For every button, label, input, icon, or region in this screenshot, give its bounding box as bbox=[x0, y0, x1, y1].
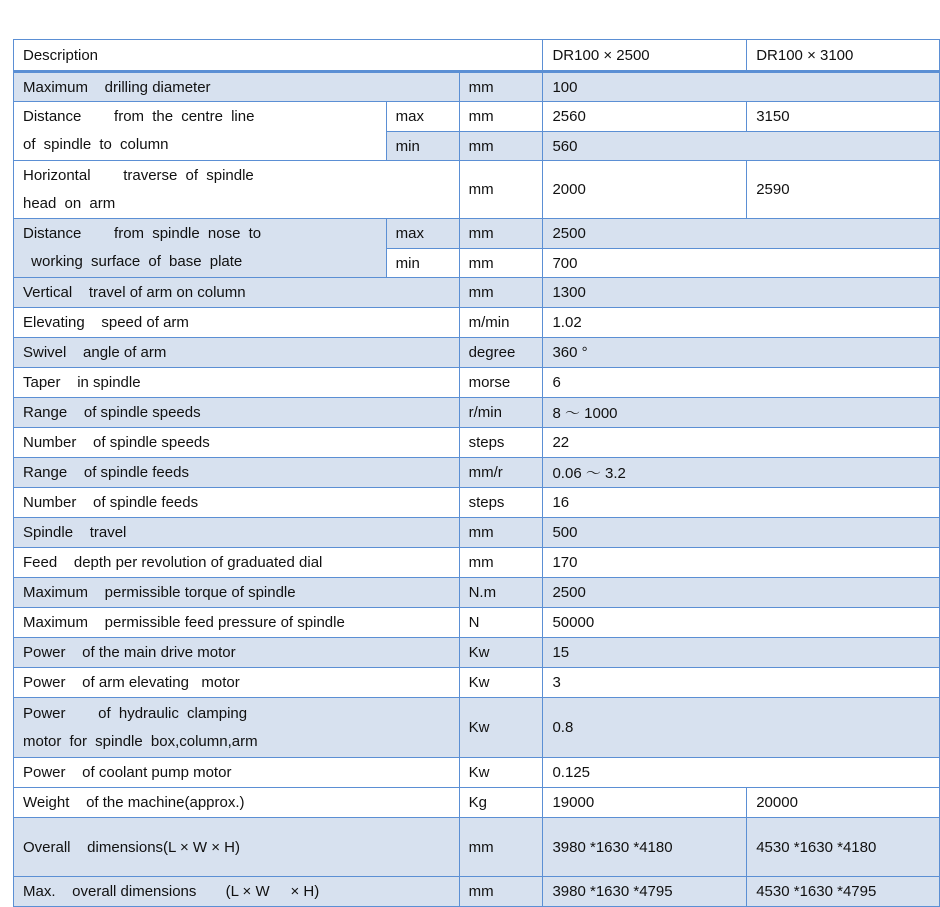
table-row bbox=[14, 308, 940, 338]
spec-table bbox=[13, 39, 940, 907]
row-value: 0.8 bbox=[543, 698, 940, 758]
table-row bbox=[14, 488, 940, 518]
row-unit: r/min bbox=[459, 398, 543, 428]
row-description bbox=[14, 161, 460, 219]
row-unit: mm bbox=[459, 518, 543, 548]
row-description-line1: Power of hydraulic clamping bbox=[23, 704, 248, 722]
row-description: Feed depth per revolution of graduated dial bbox=[14, 548, 460, 578]
row-value: 16 bbox=[543, 488, 940, 518]
row-unit: Kw bbox=[459, 758, 543, 788]
table-row bbox=[14, 608, 940, 638]
table-row bbox=[14, 758, 940, 788]
row-value-a: 2000 bbox=[543, 161, 747, 219]
row-description: Power of arm elevating motor bbox=[14, 668, 460, 698]
row-unit: steps bbox=[459, 428, 543, 458]
row-unit: mm bbox=[459, 278, 543, 308]
table-row bbox=[14, 788, 940, 818]
table-row bbox=[14, 548, 940, 578]
row-unit: Kw bbox=[459, 698, 543, 758]
table-row bbox=[14, 877, 940, 907]
table-row bbox=[14, 398, 940, 428]
row-description-line2: motor for spindle box,column,arm bbox=[23, 732, 258, 750]
row-unit: mm bbox=[459, 72, 543, 102]
row-value-b: 2590 bbox=[747, 161, 940, 219]
row-value: 15 bbox=[543, 638, 940, 668]
row-value: 50000 bbox=[543, 608, 940, 638]
row-description: Maximum permissible torque of spindle bbox=[14, 578, 460, 608]
row-description: Power of the main drive motor bbox=[14, 638, 460, 668]
table-row bbox=[14, 638, 940, 668]
row-description: Range of spindle feeds bbox=[14, 458, 460, 488]
row-description: Elevating speed of arm bbox=[14, 308, 460, 338]
row-description: Vertical travel of arm on column bbox=[14, 278, 460, 308]
row-value: 2500 bbox=[543, 219, 940, 249]
row-value: 560 bbox=[543, 132, 940, 161]
row-min-label: min bbox=[386, 249, 459, 278]
row-description-line1: Horizontal traverse of spindle bbox=[23, 166, 254, 184]
table-row bbox=[14, 72, 940, 102]
row-description-line2: of spindle to column bbox=[23, 136, 169, 153]
row-description: Taper in spindle bbox=[14, 368, 460, 398]
row-description: Overall dimensions(L × W × H) bbox=[14, 818, 460, 877]
row-value: 8 ～ 1000 bbox=[543, 398, 940, 428]
table-row bbox=[14, 578, 940, 608]
header-description: Description bbox=[14, 40, 543, 72]
row-unit: mm/r bbox=[459, 458, 543, 488]
table-row bbox=[14, 219, 940, 249]
table-row bbox=[14, 518, 940, 548]
row-value: 100 bbox=[543, 72, 940, 102]
header-model-a: DR100 × 2500 bbox=[543, 40, 747, 72]
row-unit: m/min bbox=[459, 308, 543, 338]
table-row bbox=[14, 668, 940, 698]
header-row bbox=[14, 40, 940, 72]
row-description: Maximum drilling diameter bbox=[14, 72, 460, 102]
row-max-label: max bbox=[386, 219, 459, 249]
table-row bbox=[14, 428, 940, 458]
row-description: Weight of the machine(approx.) bbox=[14, 788, 460, 818]
header-model-b: DR100 × 3100 bbox=[747, 40, 940, 72]
row-value-a: 3980 *1630 *4180 bbox=[543, 818, 747, 877]
row-value: 1.02 bbox=[543, 308, 940, 338]
row-description: Power of coolant pump motor bbox=[14, 758, 460, 788]
row-unit: degree bbox=[459, 338, 543, 368]
row-unit: mm bbox=[459, 132, 543, 161]
row-description bbox=[14, 102, 387, 161]
row-description: Number of spindle speeds bbox=[14, 428, 460, 458]
table-row bbox=[14, 338, 940, 368]
table-row bbox=[14, 161, 940, 219]
row-description: Swivel angle of arm bbox=[14, 338, 460, 368]
row-value: 700 bbox=[543, 249, 940, 278]
row-value-a: 3980 *1630 *4795 bbox=[543, 877, 747, 907]
table-row bbox=[14, 102, 940, 132]
row-value: 0.125 bbox=[543, 758, 940, 788]
row-value: 3 bbox=[543, 668, 940, 698]
row-description: Range of spindle speeds bbox=[14, 398, 460, 428]
row-min-label: min bbox=[386, 132, 459, 161]
row-value-b: 3150 bbox=[747, 102, 940, 132]
row-unit: Kg bbox=[459, 788, 543, 818]
row-value: 6 bbox=[543, 368, 940, 398]
table-row bbox=[14, 278, 940, 308]
row-description: Spindle travel bbox=[14, 518, 460, 548]
row-description bbox=[14, 219, 387, 278]
row-unit: mm bbox=[459, 219, 543, 249]
row-value: 22 bbox=[543, 428, 940, 458]
row-value: 1300 bbox=[543, 278, 940, 308]
row-unit: mm bbox=[459, 102, 543, 132]
row-description-line2: working surface of base plate bbox=[23, 253, 243, 270]
row-value: 360 ° bbox=[543, 338, 940, 368]
row-value: 2500 bbox=[543, 578, 940, 608]
row-description-line1: Distance from spindle nose to bbox=[23, 225, 262, 242]
row-unit: N.m bbox=[459, 578, 543, 608]
row-unit: mm bbox=[459, 818, 543, 877]
row-description-line1: Distance from the centre line bbox=[23, 108, 255, 125]
row-value-a: 19000 bbox=[543, 788, 747, 818]
row-value: 170 bbox=[543, 548, 940, 578]
row-unit: Kw bbox=[459, 638, 543, 668]
row-unit: steps bbox=[459, 488, 543, 518]
table-row bbox=[14, 818, 940, 877]
row-description: Maximum permissible feed pressure of spindle bbox=[14, 608, 460, 638]
row-description bbox=[14, 698, 460, 758]
row-description-line2: head on arm bbox=[23, 194, 116, 212]
row-max-label: max bbox=[386, 102, 459, 132]
row-value-a: 2560 bbox=[543, 102, 747, 132]
row-description: Max. overall dimensions (L × W × H) bbox=[14, 877, 460, 907]
row-unit: mm bbox=[459, 548, 543, 578]
row-value-b: 20000 bbox=[747, 788, 940, 818]
table-row bbox=[14, 368, 940, 398]
row-unit: mm bbox=[459, 161, 543, 219]
row-value: 0.06 ～ 3.2 bbox=[543, 458, 940, 488]
row-value-b: 4530 *1630 *4795 bbox=[747, 877, 940, 907]
table-row bbox=[14, 458, 940, 488]
row-unit: N bbox=[459, 608, 543, 638]
row-unit: morse bbox=[459, 368, 543, 398]
row-value: 500 bbox=[543, 518, 940, 548]
row-value-b: 4530 *1630 *4180 bbox=[747, 818, 940, 877]
row-unit: Kw bbox=[459, 668, 543, 698]
row-unit: mm bbox=[459, 249, 543, 278]
table-row bbox=[14, 698, 940, 758]
row-description: Number of spindle feeds bbox=[14, 488, 460, 518]
row-unit: mm bbox=[459, 877, 543, 907]
